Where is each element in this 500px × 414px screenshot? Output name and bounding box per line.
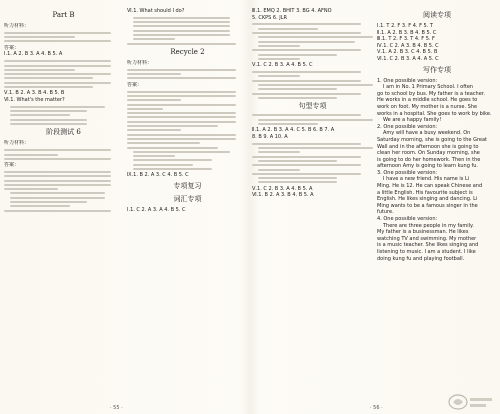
illegible-answer-line (4, 180, 111, 182)
answer-line: 听力材料： (4, 140, 30, 147)
illegible-answer-line (252, 80, 361, 82)
illegible-answer-line (258, 88, 337, 90)
illegible-answer-line (4, 73, 111, 75)
illegible-answer-line (258, 177, 337, 179)
illegible-answer-line (4, 69, 75, 71)
illegible-answer-line (127, 121, 236, 123)
answer-line: My father is a businessman. He likes (377, 229, 469, 236)
answer-line: 答案： (4, 162, 20, 169)
illegible-answer-line (4, 77, 93, 79)
illegible-answer-line (4, 158, 111, 160)
illegible-answer-line (258, 28, 318, 30)
illegible-answer-line (258, 151, 300, 153)
illegible-answer-line (127, 112, 236, 114)
illegible-answer-line (10, 197, 105, 199)
answer-line: Ⅴ.1. A 2. B 3. C 4. B 5. B (377, 49, 438, 56)
illegible-answer-line (252, 71, 361, 73)
illegible-answer-line (4, 149, 111, 151)
answer-line: work on foot. My mother is a nurse. She (377, 103, 478, 110)
answer-line: 2. One possible version： (377, 123, 441, 130)
answer-line: Amy will have a busy weekend. On (383, 130, 471, 137)
illegible-answer-line (133, 17, 230, 19)
answer-line: Ⅲ.1. EMQ 2. BHIT 3. BG 4. AFNO (252, 8, 332, 14)
illegible-answer-line (252, 173, 361, 175)
illegible-answer-line (127, 91, 236, 93)
answer-line: works in a hospital. She goes to work by bike. (377, 110, 492, 117)
answer-line: Ⅰ.1. A 2. B 3. A 4. B 5. A (4, 51, 63, 58)
illegible-answer-line (252, 114, 361, 116)
answer-line: clean her room. On Sunday morning, she (377, 150, 480, 157)
answer-line: 4. One possible version： (377, 216, 441, 223)
answer-line: 1. One possible version： (377, 77, 441, 84)
answer-line: Ⅰ.1. C 2. A 3. A 4. B 5. C (127, 206, 186, 213)
illegible-answer-line (258, 123, 318, 125)
answer-line: English. He likes singing and dancing. Li (377, 196, 478, 203)
illegible-answer-line (127, 99, 181, 101)
illegible-answer-line (258, 54, 337, 56)
illegible-answer-line (4, 36, 75, 38)
illegible-answer-line (258, 160, 337, 162)
answer-line: I have a new friend. His name is Li (383, 176, 470, 183)
answer-line: go to school by bus. My father is a teacher. (377, 90, 485, 97)
illegible-answer-line (127, 125, 218, 127)
illegible-answer-line (10, 123, 87, 125)
illegible-answer-line (127, 73, 181, 75)
illegible-answer-line (258, 169, 300, 171)
page-number-left: · 55 · (110, 405, 123, 411)
section-heading: 专项复习 (173, 181, 202, 190)
illegible-answer-line (127, 147, 218, 149)
answer-line: Ming wants to be a famous singer in the (377, 202, 478, 209)
illegible-answer-line (4, 210, 111, 212)
illegible-answer-line (133, 151, 230, 153)
answer-column-3 (252, 8, 373, 400)
illegible-answer-line (10, 192, 105, 194)
illegible-answer-line (252, 23, 361, 25)
section-heading: 词汇专项 (173, 194, 202, 203)
illegible-answer-line (133, 159, 212, 161)
illegible-answer-line (4, 171, 111, 173)
answer-line: There are three people in my family. (383, 222, 474, 229)
answer-line: Ⅳ.1. C 2. A 3. B 4. B 5. C (377, 42, 439, 49)
illegible-answer-line (258, 119, 373, 121)
illegible-answer-line (127, 142, 200, 144)
section-heading: 句型专项 (298, 102, 327, 111)
answer-line: 答案： (4, 44, 20, 51)
illegible-answer-line (4, 188, 58, 190)
illegible-answer-line (258, 45, 300, 47)
illegible-answer-line (258, 58, 300, 60)
answer-line: We are a happy family! (383, 117, 442, 124)
answer-line: Ⅵ.1. What's the matter? (4, 96, 65, 103)
illegible-answer-line (127, 134, 236, 136)
answer-line: Saturday morning, she is going to the Great (377, 136, 487, 143)
illegible-answer-line (133, 25, 230, 27)
illegible-answer-line (4, 154, 58, 156)
answer-line: 5. CKPS 6. JLR (252, 14, 288, 21)
answer-line: Ⅵ.1. B 2. A 3. B 4. B 5. A (252, 192, 314, 199)
illegible-answer-line (127, 108, 163, 110)
illegible-answer-line (10, 106, 105, 108)
illegible-answer-line (258, 36, 373, 38)
answer-line: Ⅵ.1. C 2. B 3. A 4. A 5. C (377, 55, 439, 62)
answer-line: afternoon Amy is going to learn kung fu. (377, 163, 478, 170)
illegible-answer-line (10, 110, 87, 112)
answer-line: Ⅴ.1. C 2. B 3. A 4. B 5. A (252, 185, 313, 192)
illegible-answer-line (4, 60, 111, 62)
illegible-answer-line (252, 156, 361, 158)
illegible-answer-line (4, 175, 111, 177)
illegible-answer-line (4, 40, 111, 42)
section-heading: 阶段测试 6 (46, 128, 81, 137)
illegible-answer-line (258, 75, 300, 77)
illegible-answer-line (127, 95, 236, 97)
answer-line: He works in a middle school. He goes to (377, 97, 478, 104)
illegible-answer-line (133, 38, 175, 40)
answer-line: 听力材料： (127, 59, 153, 66)
illegible-answer-line (4, 86, 93, 88)
section-heading: Recycle 2 (170, 47, 205, 56)
answer-line: Ⅲ.1. T 2. F 3. T 4. F 5. F (377, 36, 435, 43)
answer-line: Ⅱ.1. A 2. B 3. A 4. C 5. B 6. B 7. A (252, 127, 335, 134)
illegible-answer-line (133, 164, 193, 166)
illegible-answer-line (127, 104, 236, 106)
illegible-answer-line (127, 43, 236, 45)
answer-column-2 (127, 8, 248, 400)
answer-line: is a music teacher. She likes singing and (377, 242, 479, 249)
watermark-logo-icon (446, 392, 496, 412)
answer-line: Ⅸ.1. B 2. A 3. C 4. B 5. C (127, 172, 189, 179)
illegible-answer-line (10, 205, 70, 207)
illegible-answer-line (127, 129, 181, 131)
answer-column-4 (377, 8, 497, 400)
illegible-answer-line (4, 65, 111, 67)
illegible-answer-line (133, 34, 230, 36)
answer-line: is going to do her homework. Then in the (377, 156, 481, 163)
answer-line: listening to music. I am a student. I like (377, 249, 476, 255)
answer-line: Wall and in the afternoon she is going to (377, 143, 479, 150)
illegible-answer-line (252, 164, 361, 166)
answer-line: watching TV and swimming. My mother (377, 235, 477, 242)
answer-line: Ⅴ.1. C 2. B 3. A 4. B 5. C (252, 62, 313, 69)
illegible-answer-line (127, 138, 236, 140)
illegible-answer-line (127, 77, 236, 79)
illegible-answer-line (252, 93, 361, 95)
answer-line: Ⅵ.1. What should I do? (127, 8, 185, 14)
answer-line: Ⅴ.1. B 2. A 3. B 4. B 5. B (4, 90, 65, 97)
page-number-right: · 56 · (370, 405, 383, 411)
answer-line: doing kung fu and playing football. (377, 255, 465, 262)
answer-column-1 (4, 8, 123, 400)
illegible-answer-line (127, 69, 236, 71)
section-heading: 写作专项 (423, 65, 451, 74)
answer-line: Ⅰ.1. T 2. F 3. F 4. F 5. T (377, 23, 433, 29)
answer-line: 8. B 9. A 10. A (252, 133, 288, 140)
illegible-answer-line (133, 21, 230, 23)
answer-line: Ming. He is 12. He can speak Chinese and (377, 183, 483, 190)
answer-line: 听力材料： (4, 23, 30, 29)
illegible-answer-line (133, 30, 230, 32)
illegible-answer-line (10, 201, 87, 203)
illegible-answer-line (252, 143, 361, 145)
illegible-answer-line (10, 119, 87, 121)
illegible-answer-line (252, 49, 361, 51)
illegible-answer-line (258, 181, 337, 183)
illegible-answer-line (4, 82, 111, 84)
illegible-answer-line (133, 168, 212, 170)
illegible-answer-line (258, 97, 337, 99)
section-heading: 阅读专项 (423, 11, 451, 19)
illegible-answer-line (258, 84, 373, 86)
illegible-answer-line (127, 116, 236, 118)
illegible-answer-line (4, 32, 111, 34)
illegible-answer-line (252, 32, 361, 34)
illegible-answer-line (133, 155, 175, 157)
section-heading: Part B (52, 11, 75, 19)
answer-line: 3. One possible version： (377, 169, 441, 176)
answer-line: 答案： (127, 81, 143, 88)
illegible-answer-line (10, 114, 70, 116)
answer-line: future. (377, 209, 394, 216)
answer-line: Ⅱ.1. A 2. B 3. B 4. B 5. C (377, 29, 437, 36)
answer-line: I am in No. 1 Primary School. I often (383, 84, 474, 91)
illegible-answer-line (4, 184, 111, 186)
answer-line: a little English. His favourite subject is (377, 189, 473, 196)
illegible-answer-line (258, 147, 373, 149)
illegible-answer-line (258, 41, 355, 43)
